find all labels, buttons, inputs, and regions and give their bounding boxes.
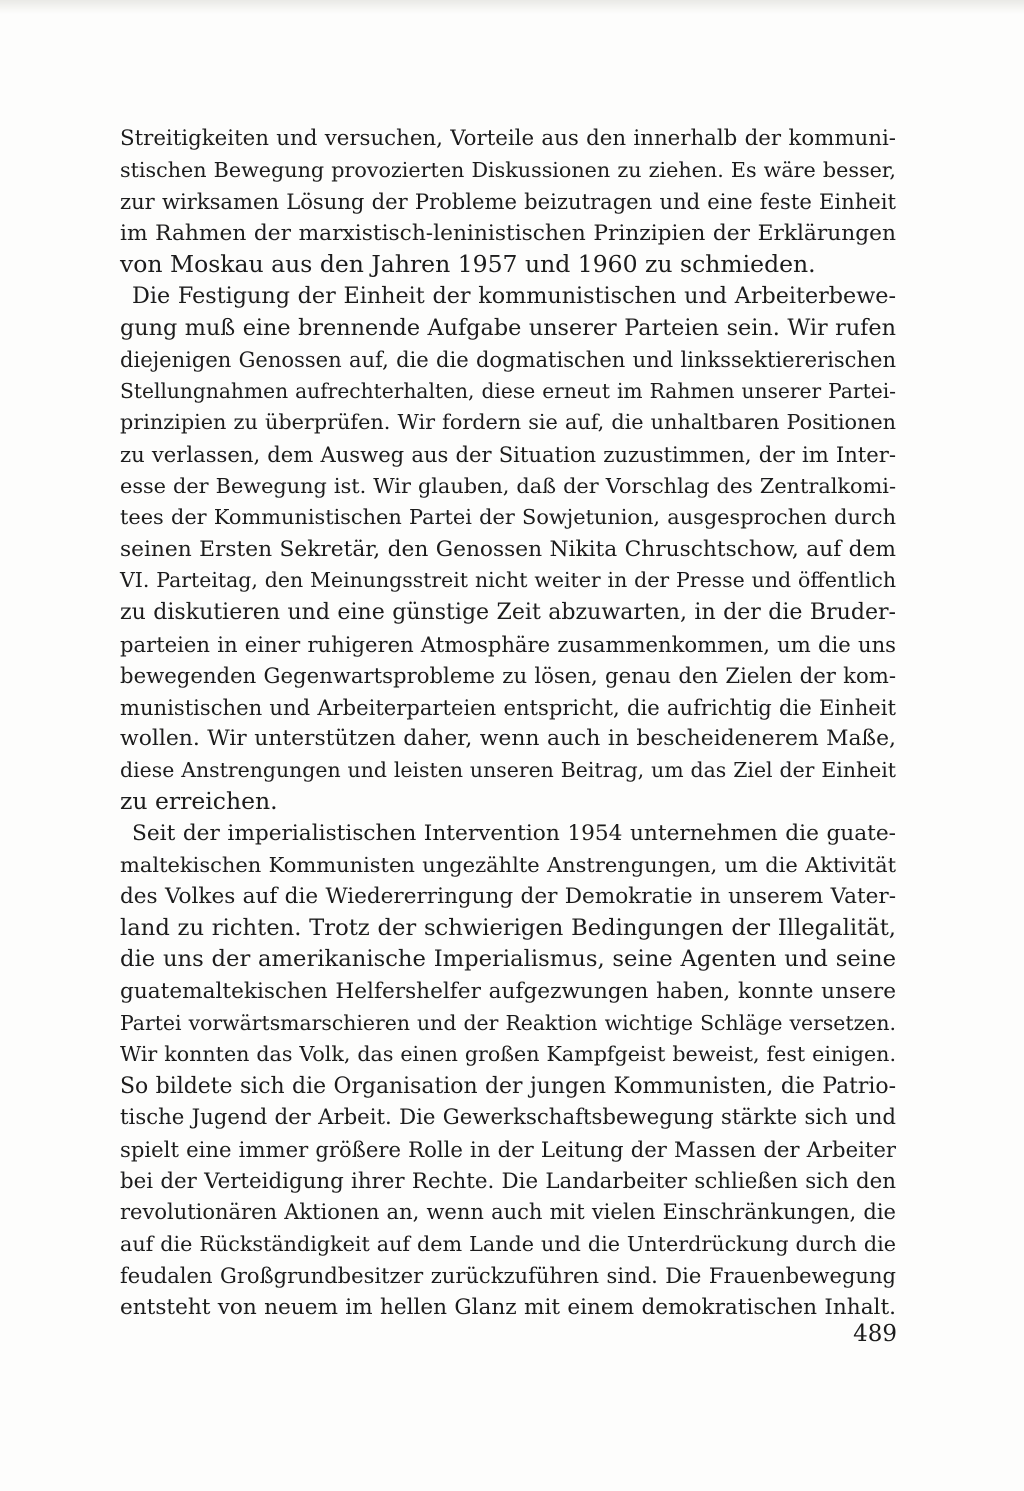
- text-line: VI. Parteitag, den Meinungsstreit nicht weiter in der Presse und öffentlich: [120, 568, 896, 593]
- text-line: gung muß eine brennende Aufgabe unserer Parteien sein. Wir rufen: [120, 314, 896, 341]
- text-line: land zu richten. Trotz der schwierigen Bedingungen der Illegalität,: [120, 914, 896, 941]
- text-line: zu diskutieren und eine günstige Zeit abzuwarten, in der die Bruder-: [120, 599, 896, 625]
- text-line: Seit der imperialistischen Intervention 1954 unternehmen die guate-: [132, 821, 896, 847]
- text-line: bei der Verteidigung ihrer Rechte. Die Landarbeiter schließen sich den: [120, 1168, 896, 1194]
- text-line: parteien in einer ruhigeren Atmosphäre zusammenkommen, um die uns: [120, 631, 896, 657]
- text-line: zur wirksamen Lösung der Probleme beizutragen und eine feste Einheit: [120, 189, 896, 215]
- text-line: Partei vorwärtsmarschieren und der Reaktion wichtige Schläge versetzen.: [120, 1010, 896, 1035]
- text-line: tees der Kommunistischen Partei der Sowjetunion, ausgesprochen durch: [120, 505, 896, 530]
- scan-top-edge: [0, 0, 1024, 14]
- text-line: tische Jugend der Arbeit. Die Gewerkschaftsbewegung stärkte sich und: [120, 1105, 896, 1131]
- text-line: seinen Ersten Sekretär, den Genossen Nikita Chruschtschow, auf dem: [120, 536, 896, 562]
- text-line: entsteht von neuem im hellen Glanz mit einem demokratischen Inhalt.: [120, 1294, 896, 1320]
- text-line: prinzipien zu überprüfen. Wir fordern sie auf, die unhaltbaren Positionen: [120, 410, 896, 435]
- text-line: die uns der amerikanische Imperialismus, seine Agenten und seine: [120, 946, 896, 973]
- text-line: guatemaltekischen Helfershelfer aufgezwungen haben, konnte unsere: [120, 979, 896, 1005]
- text-line: feudalen Großgrundbesitzer zurückzuführen sind. Die Frauenbewegung: [120, 1263, 896, 1289]
- text-line: revolutionären Aktionen an, wenn auch mit vielen Einschränkungen, die: [120, 1200, 896, 1225]
- text-line: bewegenden Gegenwartsprobleme zu lösen, genau den Zielen der kom-: [120, 663, 896, 689]
- text-line: diejenigen Genossen auf, die die dogmatischen und linkssektiererischen: [120, 347, 896, 373]
- paragraph-2: [120, 281, 896, 818]
- text-line: im Rahmen der marxistisch-leninistischen Prinzipien der Erklärungen: [120, 220, 896, 246]
- page-number: 489: [853, 1321, 897, 1347]
- paragraph-1: [120, 123, 896, 281]
- text-line: munistischen und Arbeiterparteien entspricht, die aufrichtig die Einheit: [120, 694, 896, 720]
- text-line: zu verlassen, dem Ausweg aus der Situation zuzustimmen, der im Inter-: [120, 441, 896, 467]
- paragraph-3: [120, 818, 896, 1324]
- text-line: diese Anstrengungen und leisten unseren Beitrag, um das Ziel der Einheit: [120, 757, 896, 782]
- text-line: stischen Bewegung provozierten Diskussionen zu ziehen. Es wäre besser,: [120, 157, 896, 182]
- text-line: So bildete sich die Organisation der jungen Kommunisten, die Patrio-: [120, 1073, 896, 1099]
- text-line: Streitigkeiten und versuchen, Vorteile aus den innerhalb der kommuni-: [120, 126, 896, 151]
- text-line: des Volkes auf die Wiedererringung der Demokratie in unserem Vater-: [120, 884, 896, 910]
- text-line: esse der Bewegung ist. Wir glauben, daß der Vorschlag des Zentralkomi-: [120, 473, 896, 498]
- text-line: von Moskau aus den Jahren 1957 und 1960 zu schmieden.: [120, 250, 816, 279]
- text-line: Stellungnahmen aufrechterhalten, diese erneut im Rahmen unserer Partei-: [120, 378, 896, 403]
- text-line: Die Festigung der Einheit der kommunistischen und Arbeiterbewe-: [132, 282, 896, 309]
- text-line: Wir konnten das Volk, das einen großen Kampfgeist beweist, fest einigen.: [120, 1042, 896, 1067]
- text-line: zu erreichen.: [120, 787, 278, 816]
- text-line: auf die Rückständigkeit auf dem Lande und die Unterdrückung durch die: [120, 1231, 896, 1256]
- text-line: wollen. Wir unterstützen daher, wenn auch in bescheidenerem Maße,: [120, 726, 896, 752]
- body-text: [120, 123, 896, 1324]
- text-line: maltekischen Kommunisten ungezählte Anstrengungen, um die Aktivität: [120, 852, 896, 877]
- text-line: spielt eine immer größere Rolle in der Leitung der Massen der Arbeiter: [120, 1137, 896, 1162]
